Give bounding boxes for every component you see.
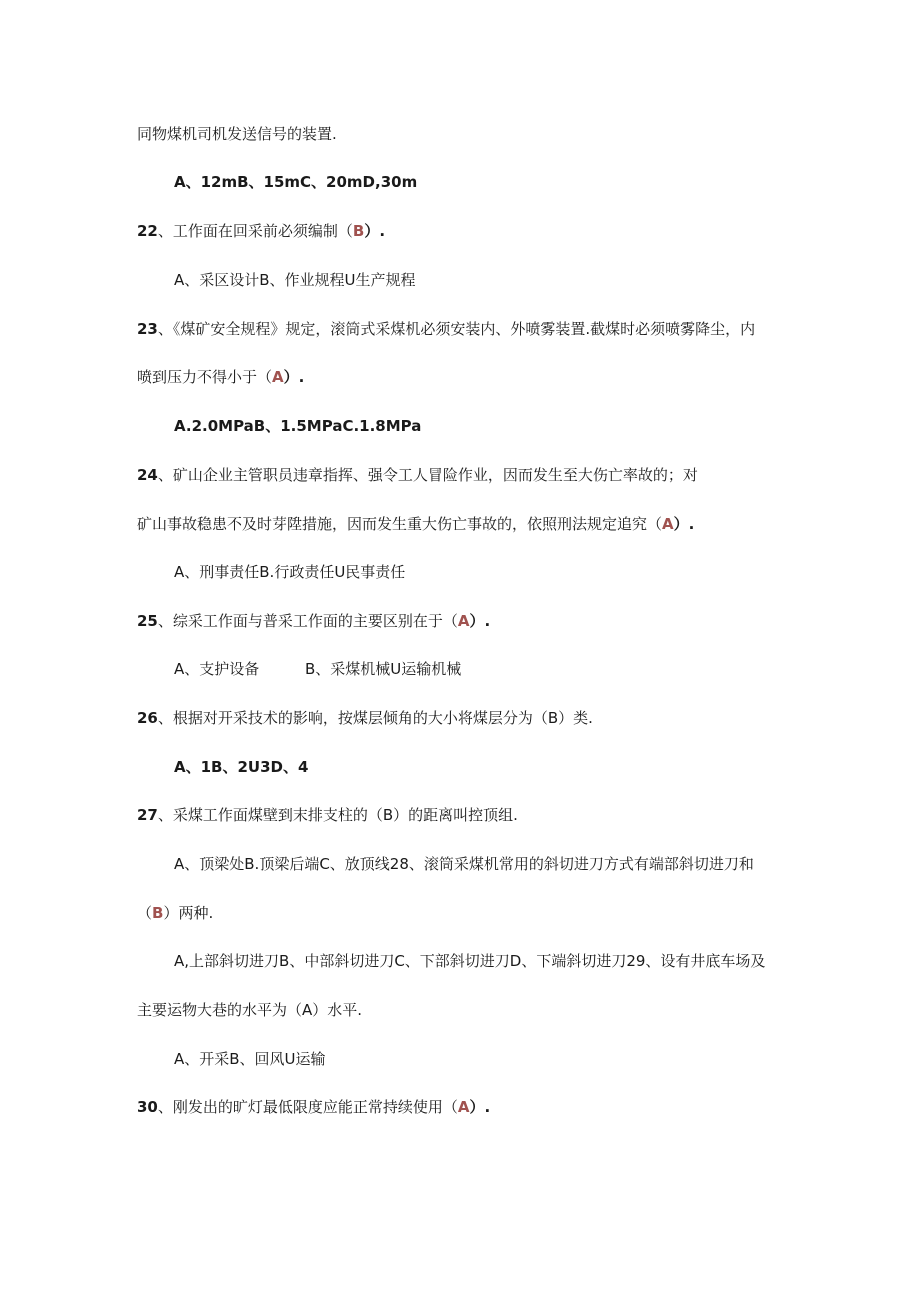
options-line: A、采区设计B、作业规程U生产规程 (174, 271, 416, 289)
options-line: A、1B、2U3D、4 (174, 758, 309, 776)
options-line: A、支护设备 (174, 660, 260, 678)
question-30: 30、刚发出的旷灯最低限度应能正常持续使用（A）. (137, 1098, 491, 1116)
options-line: A、开采B、回风U运输 (174, 1050, 326, 1068)
question-number: 27 (137, 806, 158, 824)
options-line: A,上部斜切进刀B、中部斜切进刀C、下部斜切进刀D、下端斜切进刀29、设有井底车场及 (174, 952, 766, 970)
question-24-continued: 矿山事故稳患不及时芽陞措施，因而发生重大伤亡事故的，依照刑法规定追究（A）. (137, 515, 695, 533)
question-number: 22 (137, 222, 158, 240)
text-line: 同物煤机司机发送信号的装置. (137, 125, 337, 143)
question-number: 30 (137, 1098, 158, 1116)
question-28-continued: （B）两种. (137, 904, 214, 922)
question-23: 23、《煤矿安全规程》规定，滚筒式采煤机必须安装内、外喷雾装置.截煤时必须喷雾降尘，内 (137, 320, 756, 338)
question-25: 25、综采工作面与普采工作面的主要区别在于（A）. (137, 612, 491, 630)
options-line: A.2.0MPaB、1.5MPaC.1.8MPa (174, 417, 422, 435)
options-line: B、采煤机械U运输机械 (305, 660, 462, 678)
question-number: 24 (137, 466, 158, 484)
question-number: 25 (137, 612, 158, 630)
question-23-continued: 喷到压力不得小于（A）. (137, 368, 305, 386)
answer: B (352, 222, 365, 240)
question-24: 24、矿山企业主管职员违章指挥、强令工人冒险作业，因而发生至大伤亡率故的；对 (137, 466, 698, 484)
question-29-continued: 主要运物大巷的水平为（A）水平. (137, 1001, 363, 1019)
answer: A (272, 368, 284, 386)
answer: B (152, 904, 164, 922)
question-22: 22、工作面在回采前必须编制（B）. (137, 222, 386, 240)
answer: A (457, 1098, 470, 1116)
question-number: 23 (137, 320, 158, 338)
options-line: A、顶梁处B.顶梁后端C、放顶线28、滚筒采煤机常用的斜切进刀方式有端部斜切进刀和 (174, 855, 754, 873)
options-line: A、12mB、15mC、20mD,30m (174, 173, 418, 191)
question-27: 27、采煤工作面煤壁到末排支柱的（B）的距离叫控顶组. (137, 806, 518, 824)
answer: A (457, 612, 470, 630)
question-number: 26 (137, 709, 158, 727)
answer: A (662, 515, 674, 533)
question-26: 26、根据对开采技术的影响，按煤层倾角的大小将煤层分为（B）类. (137, 709, 593, 727)
options-line: A、刑事责任B.行政责任U民事责任 (174, 563, 406, 581)
